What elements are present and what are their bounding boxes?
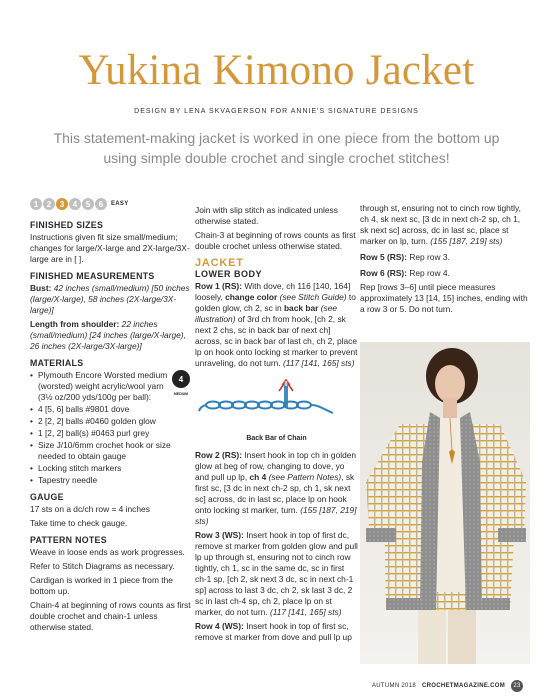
intro-text: This statement-making jacket is worked in one piece from the bottom up using simple double crochet and single crochet stitches! (53, 130, 500, 166)
column-middle (195, 205, 358, 646)
chain-illustration (195, 373, 345, 433)
pattern-notes-heading: PATTERN NOTES (30, 535, 107, 545)
yarn-weight-icon: 4 MEDIUM (172, 370, 190, 388)
finished-sizes-heading: FINISHED SIZES (30, 220, 104, 230)
page-title: Yukina Kimono Jacket (78, 47, 475, 94)
finished-sizes-text: Instructions given fit size small/medium; changes for large/X-large and 2X-large/3X-large are in [ ]. (30, 232, 190, 264)
row-4: Row 4 (WS): Insert hook in top of first sc, remove st marker from dove and pull lp up (195, 621, 352, 642)
row-5: Row 5 (RS): Rep row 3. (360, 252, 450, 262)
length-measurement: Length from shoulder: 22 inches (small/medium) [24 inches (large/X-large), 26 inches (2X-large/3X-large)] (30, 319, 186, 351)
model-photo (360, 342, 530, 664)
column-left (30, 198, 192, 636)
note-slip-stitch: Join with slip stitch as indicated unless otherwise stated. (195, 205, 338, 226)
skill-dot-5: 5 (82, 198, 94, 210)
pattern-note-3: Cardigan is worked in 1 piece from the bottom up. (30, 575, 173, 596)
jacket-photo-illustration (360, 342, 530, 664)
material-yarn: • Plymouth Encore Worsted medium (worsted) weight acrylic/wool yarn (3½ oz/200 yds/100g per ball): 4 MEDIUM (30, 370, 192, 403)
pattern-note-2: Refer to Stitch Diagrams as necessary. (30, 561, 175, 571)
skill-dot-3: 3 (56, 198, 68, 210)
footer-site: CROCHETMAGAZINE.COM (421, 683, 505, 689)
material-hook: • Size J/10/6mm crochet hook or size needed to obtain gauge (30, 440, 192, 462)
pattern-note-1: Weave in loose ends as work progresses. (30, 547, 185, 557)
skill-dot-6: 6 (95, 198, 107, 210)
materials-heading: MATERIALS (30, 358, 84, 368)
page-number: 23 (511, 680, 523, 692)
gauge-text: 17 sts on a dc/ch row = 4 inches (30, 504, 150, 514)
material-needle: • Tapestry needle (30, 475, 192, 486)
repeat-rows: Rep [rows 3–6] until piece measures approximately 13 [14, 15] inches, ending with a row 3 or 5. Do not turn. (360, 282, 528, 314)
material-ball-3: • 1 [2, 2] ball(s) #0463 purl grey (30, 428, 192, 439)
skill-dot-2: 2 (43, 198, 55, 210)
finished-measurements-heading: FINISHED MEASUREMENTS (30, 271, 155, 281)
row-1: Row 1 (RS): With dove, ch 116 [140, 164] loosely, change color (see Stitch Guide) to golden glow, ch 2, sc in back bar (see illustration) of 3rd ch from hook, [ch 2, sk next 2 chs, sc in back bar of next ch] across, sc in back bar of last ch, ch 2, place lp on hook onto locking st marker to prevent unraveling, do not turn. (117 [141, 165] sts) (195, 281, 358, 368)
back-bar-diagram (195, 373, 345, 433)
skill-dot-1: 1 (30, 198, 42, 210)
diagram-caption: Back Bar of Chain (246, 435, 307, 442)
page-footer (372, 680, 523, 692)
material-ball-1: • 4 [5, 6] balls #9801 dove (30, 404, 192, 415)
section-jacket: JACKET (195, 257, 244, 269)
row-2: Row 2 (RS): Insert hook in top ch in golden glow at beg of row, changing to dove, yo and pull up lp, ch 4 (see Pattern Notes), sk first sc, [3 dc in next ch-2 sp, ch 1, sk next sc] across, dc in last sc, place lp on hook onto locking st marker, turn. (155 [187, 219] sts) (195, 450, 357, 526)
skill-level-label: EASY (111, 200, 129, 207)
designer-byline: DESIGN BY LENA SKVAGERSON FOR ANNIE'S SIGNATURE DESIGNS (134, 108, 419, 115)
gauge-check: Take time to check gauge. (30, 518, 128, 528)
material-ball-2: • 2 [2, 2] balls #0460 golden glow (30, 416, 192, 427)
note-chain-3: Chain-3 at beginning of rows counts as first double crochet unless otherwise stated. (195, 230, 356, 251)
material-markers: • Locking stitch markers (30, 463, 192, 474)
subsection-lower-body: LOWER BODY (195, 269, 262, 279)
skill-level (30, 198, 192, 210)
row-6: Row 6 (RS): Rep row 4. (360, 268, 450, 278)
gauge-heading: GAUGE (30, 492, 64, 502)
bust-measurement: Bust: 42 inches (small/medium) [50 inches (large/X-large), 58 inches (2X-large/3X-large)] (30, 283, 190, 315)
materials-list (30, 370, 192, 486)
skill-dot-4: 4 (69, 198, 81, 210)
footer-season: AUTUMN 2018 (371, 683, 416, 689)
pattern-note-4: Chain-4 at beginning of rows counts as first double crochet and chain-1 unless otherwise stated. (30, 600, 191, 632)
row-4-continued: through st, ensuring not to cinch row tightly, ch 4, sk next sc, [3 dc in next ch-2 sp, ch 1, sk next sc] across, dc in last sc, place st marker on lp, turn. (155 [187, 219] sts) (360, 203, 521, 246)
row-3: Row 3 (WS): Insert hook in top of first dc, remove st marker from golden glow and pull lp up through st, ensuring not to cinch row tightly, ch 1, sc in the same dc, sc in first ch-1 sp, [ch 2, sk next 3 dc, sc in next ch-1 sp] across to last 3 dc, ch 2, sk last 3 dc, 2 sc in last ch-4 sp, ch 2, place lp on st marker, do not turn. (117 [141, 165] sts) (195, 530, 358, 617)
column-right (360, 203, 528, 318)
